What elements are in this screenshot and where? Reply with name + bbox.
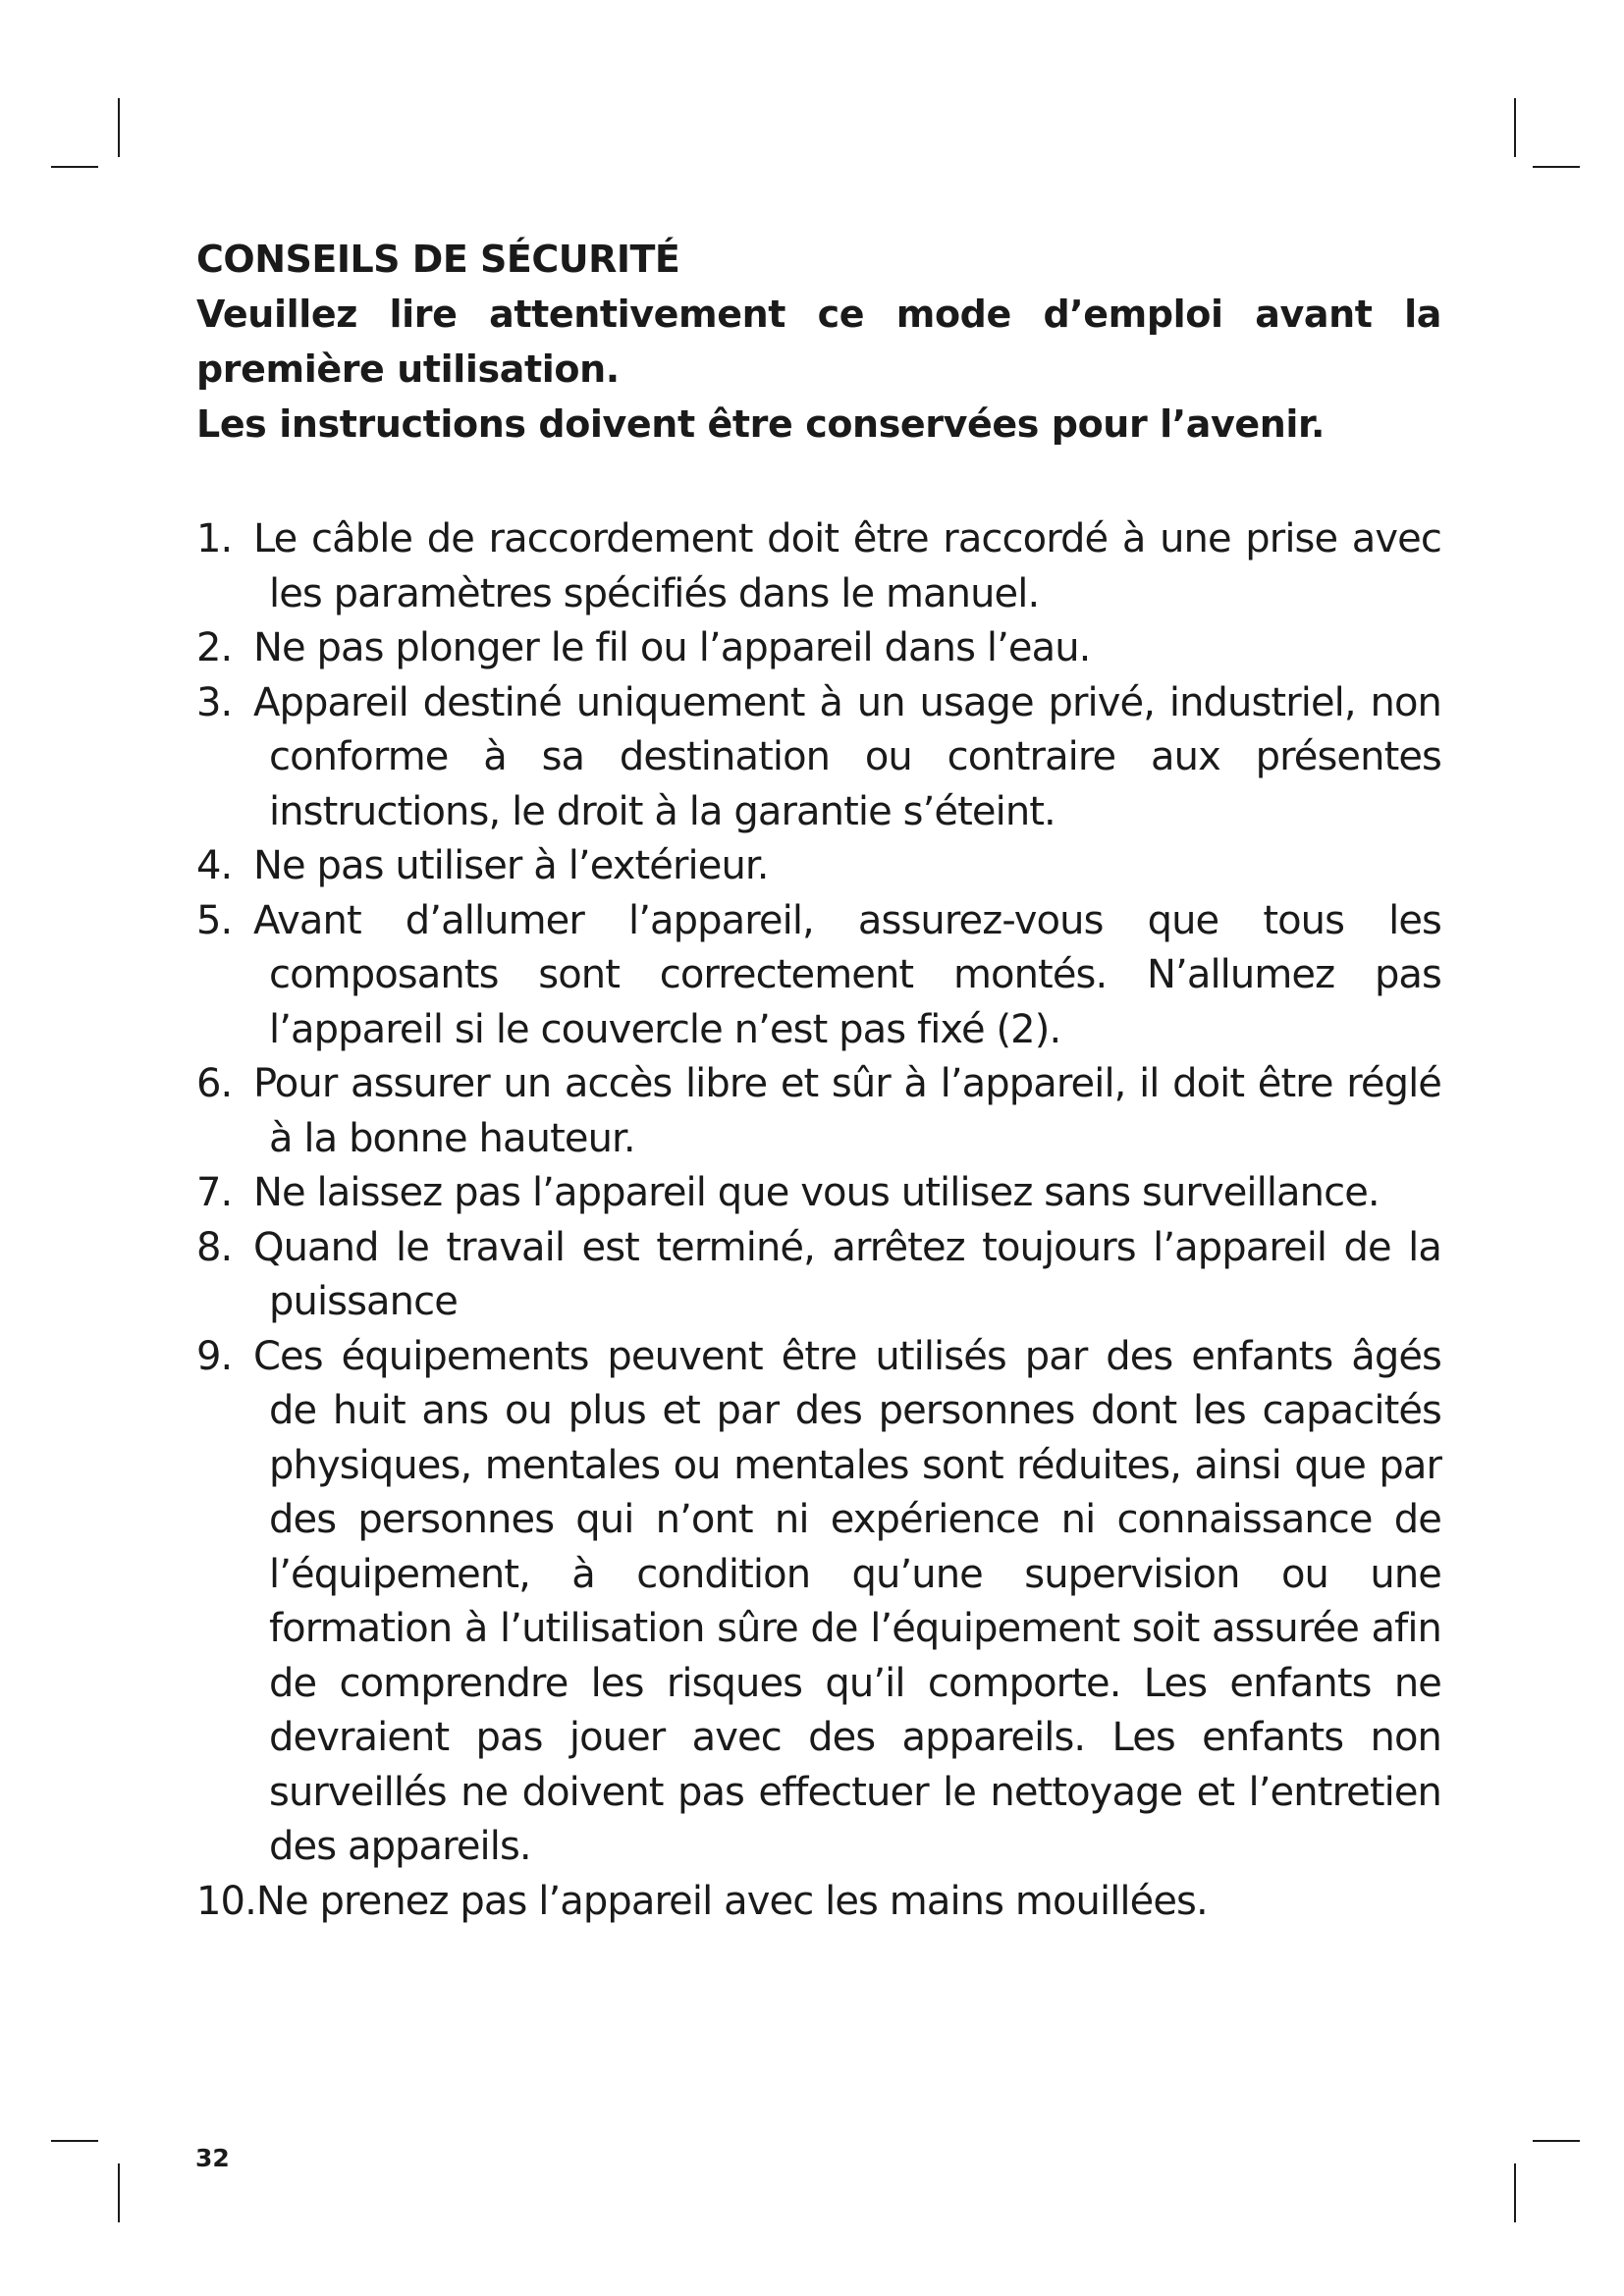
instruction-number: 10. — [196, 1878, 256, 1924]
instruction-text: Avant d’allumer l’appareil, assurez-vous que tous les composants sont correctement montés. N’allumez pas l’appareil si le couvercle n’est pas fixé (2). — [253, 897, 1441, 1052]
crop-mark-top-left-horizontal — [51, 166, 98, 168]
instruction-number: 8. — [196, 1224, 233, 1270]
instruction-item — [196, 512, 1441, 621]
instruction-text: Pour assurer un accès libre et sûr à l’appareil, il doit être réglé à la bonne hauteur. — [253, 1061, 1441, 1161]
safety-instructions-list — [196, 512, 1441, 1929]
instruction-number: 3. — [196, 679, 233, 725]
instruction-number: 9. — [196, 1333, 233, 1379]
instruction-item — [196, 1057, 1441, 1166]
instruction-number: 6. — [196, 1061, 233, 1106]
keep-instructions-notice: Les instructions doivent être conservées pour l’avenir. — [196, 402, 1326, 446]
instruction-text: Quand le travail est terminé, arrêtez toujours l’appareil de la puissance — [253, 1224, 1441, 1324]
instruction-number: 7. — [196, 1170, 233, 1215]
crop-mark-top-right-horizontal — [1533, 166, 1580, 168]
instruction-text: Ces équipements peuvent être utilisés par des enfants âgés de huit ans ou plus et par des personnes dont les capacités physiques, mentales ou mentales sont réduites, ainsi que par des personnes qui n’ont ni expérience ni connaissance de l’équipement, à condition qu’une supervision ou une formation à l’utilisation sûre de l’équipement soit assurée afin de comprendre les risques qu’il comporte. Les enfants ne devraient pas jouer avec des appareils. Les enfants non surveillés ne doivent pas effectuer le nettoyage et l’entretien des appareils. — [253, 1333, 1441, 1869]
instruction-number: 2. — [196, 625, 233, 670]
instruction-item — [196, 621, 1441, 676]
page-title: CONSEILS DE SÉCURITÉ — [196, 238, 680, 281]
read-manual-notice: Veuillez lire attentivement ce mode d’emploi avant la première utilisation. — [196, 293, 1441, 391]
instruction-text: Ne pas utiliser à l’extérieur. — [253, 843, 769, 888]
instruction-text: Ne pas plonger le fil ou l’appareil dans l’eau. — [253, 625, 1091, 670]
instruction-number: 4. — [196, 843, 233, 888]
crop-mark-bottom-right-vertical — [1514, 2163, 1516, 2222]
crop-mark-bottom-left-horizontal — [51, 2140, 98, 2142]
crop-mark-top-left-vertical — [118, 98, 120, 157]
instruction-item — [196, 1221, 1441, 1330]
page-number: 32 — [195, 2144, 230, 2172]
instruction-text: Appareil destiné uniquement à un usage privé, industriel, non conforme à sa destination ou contraire aux présentes instructions, le droit à la garantie s’éteint. — [253, 679, 1441, 834]
instruction-item — [196, 1330, 1441, 1875]
instruction-text: Le câble de raccordement doit être raccordé à une prise avec les paramètres spécifiés dans le manuel. — [253, 516, 1441, 616]
crop-mark-bottom-left-vertical — [118, 2163, 120, 2222]
instruction-number: 5. — [196, 897, 233, 943]
instruction-item — [196, 1166, 1441, 1221]
crop-mark-bottom-right-horizontal — [1533, 2140, 1580, 2142]
safety-content — [196, 232, 1441, 1929]
instruction-item — [196, 676, 1441, 840]
instruction-item — [196, 894, 1441, 1058]
instruction-item — [196, 1875, 1441, 1930]
crop-mark-top-right-vertical — [1514, 98, 1516, 157]
instruction-number: 1. — [196, 516, 233, 561]
instruction-text: Ne prenez pas l’appareil avec les mains mouillées. — [255, 1878, 1208, 1924]
instruction-item — [196, 839, 1441, 894]
instruction-text: Ne laissez pas l’appareil que vous utilisez sans surveillance. — [253, 1170, 1380, 1215]
